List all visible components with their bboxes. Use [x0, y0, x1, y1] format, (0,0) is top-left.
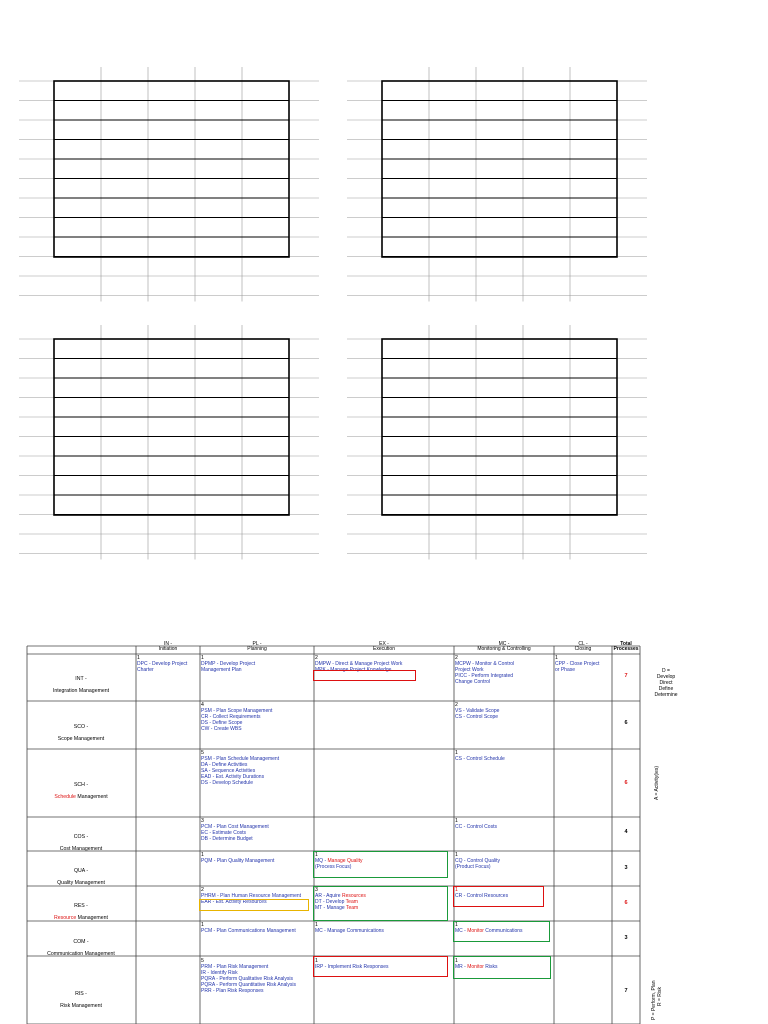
count-mc: 1 [455, 922, 458, 928]
header-monitoring: MC - Monitoring & Controlling [477, 641, 531, 652]
header-initiation: IN - Initiation [158, 641, 178, 652]
total-count: 6 [624, 900, 628, 906]
count-pl: 5 [201, 958, 204, 964]
highlight-box-red [313, 956, 448, 977]
highlight-box-green [453, 921, 550, 942]
area-schedule [28, 776, 134, 800]
process-list: CR - Control Resources [455, 893, 509, 899]
highlight-box-red [313, 670, 416, 681]
process-list: MCPW - Monitor & Control Project Work PICC - Perform Integrated Change Control [455, 661, 515, 685]
process-list: PSM - Plan Schedule Management DA - Define Activities SA - Sequence Activities EAD - Est. Activity Durations DS - Develop Schedule [201, 756, 280, 786]
count-cl: 1 [555, 655, 558, 661]
area-scope [28, 718, 134, 742]
total-count: 4 [624, 829, 628, 835]
area-cost [28, 828, 134, 852]
total-count: 6 [624, 720, 628, 726]
count-pl: 4 [201, 702, 204, 708]
total-count: 3 [624, 935, 628, 941]
process-list: DPMP - Develop Project Management Plan [201, 661, 256, 673]
process-list: MR - Monitor Risks [455, 964, 498, 970]
side-note-risk: R = Risk [657, 986, 663, 1006]
process-list: CQ - Control Quality (Product Focus) [455, 858, 501, 870]
area-communication [28, 933, 134, 957]
process-list: DMPW - Direct & Manage Project Work MPK - Manage Project Knowledge [315, 661, 403, 673]
area-code: SCH - [73, 782, 89, 788]
area-title: Risk Management [60, 1003, 102, 1009]
area-title: Quality Management [57, 880, 105, 886]
area-title: Management [75, 794, 108, 800]
total-count: 3 [624, 865, 628, 871]
area-quality [28, 862, 134, 886]
count-mc: 2 [455, 655, 458, 661]
side-note-verbs: D = Develop Direct Define Determine [654, 668, 678, 698]
side-note-perform-plan: P = Perform, Plan [651, 980, 657, 1020]
process-list: PCM - Plan Cost Management EC - Estimate Costs DB - Determine Budget [201, 824, 269, 842]
process-list: AR - Aquire Resources DT - Develop Team MT - Manage Team [315, 893, 366, 911]
area-integration [28, 670, 134, 694]
process-list: IRP - Implement Risk Responses [315, 964, 389, 970]
total-count: 7 [624, 988, 628, 994]
count-pl: 3 [201, 818, 204, 824]
total-count: 7 [624, 673, 628, 679]
area-risk [28, 985, 134, 1009]
area-title: Management [76, 915, 108, 921]
area-title: Scope Management [57, 736, 105, 742]
highlight-box-green [313, 851, 448, 878]
count-ex: 1 [315, 922, 318, 928]
process-list: VS - Validate Scope CS - Control Scope [455, 708, 500, 720]
count-pl: 1 [201, 922, 204, 928]
area-code: INT - [75, 676, 87, 682]
count-pl: 2 [201, 887, 204, 893]
process-list: MC - Manage Communications [315, 928, 384, 934]
process-list: PHRM - Plan Human Resource Management EAR - Est. Activity Resources [201, 893, 302, 905]
count-mc: 1 [455, 887, 458, 893]
header-closing: CL - Closing [574, 641, 592, 652]
area-title-highlight: Schedule [54, 794, 76, 800]
process-list: CC - Control Costs [455, 824, 497, 830]
count-pl: 1 [201, 655, 204, 661]
area-code: COM - [73, 939, 89, 945]
header-total: Total Processes [613, 641, 639, 652]
process-list: CS - Control Schedule [455, 756, 505, 762]
side-note-activity: A = Activity(ies) [654, 765, 660, 800]
count-mc: 1 [455, 818, 458, 824]
count-mc: 1 [455, 750, 458, 756]
count-ex: 1 [315, 852, 318, 858]
highlight-box-red [453, 886, 544, 907]
area-resource [28, 897, 134, 921]
count-ex: 1 [315, 958, 318, 964]
area-title: Cost Management [59, 846, 103, 852]
process-list: DPC - Develop Project Charter [137, 661, 188, 673]
process-list: PCM - Plan Communications Management [201, 928, 296, 934]
highlight-box-yellow [199, 899, 309, 911]
area-code: RES - [74, 903, 88, 909]
count-mc: 1 [455, 958, 458, 964]
count-ex: 2 [315, 655, 318, 661]
area-code: QUA - [73, 868, 89, 874]
process-list: CPP - Close Project or Phase [555, 661, 600, 673]
area-code: COS - [73, 834, 89, 840]
area-code: RIS - [75, 991, 87, 997]
count-pl: 5 [201, 750, 204, 756]
count-mc: 1 [455, 852, 458, 858]
area-code: SCO - [73, 724, 89, 730]
count-ex: 3 [315, 887, 318, 893]
process-list: MC - Monitor Communications [455, 928, 523, 934]
count-mc: 2 [455, 702, 458, 708]
area-title-highlight: Resource [54, 915, 77, 921]
highlight-box-green [453, 956, 551, 979]
process-list: PQM - Plan Quality Management [201, 858, 275, 864]
highlight-box-green [313, 886, 448, 921]
area-title: Integration Management [52, 688, 110, 694]
total-count: 6 [624, 780, 628, 786]
area-title: Communication Management [47, 951, 115, 957]
process-list: MQ - Manage Quality (Process Focus) [315, 858, 363, 870]
header-planning: PL - Planning [247, 641, 267, 652]
count-pl: 1 [201, 852, 204, 858]
process-list: PSM - Plan Scope Management CR - Collect Requirements DS - Define Scope CW - Create WBS [201, 708, 273, 732]
process-list: PRM - Plan Risk Management IR - Identify Risk PQRA - Perform Qualitative Risk Analysis PQRA - Perform Quantitative Risk Analysis PRR - Plan Risk Responses [201, 964, 297, 994]
header-execution: EX - Execution [373, 641, 395, 652]
count-in: 1 [137, 655, 140, 661]
